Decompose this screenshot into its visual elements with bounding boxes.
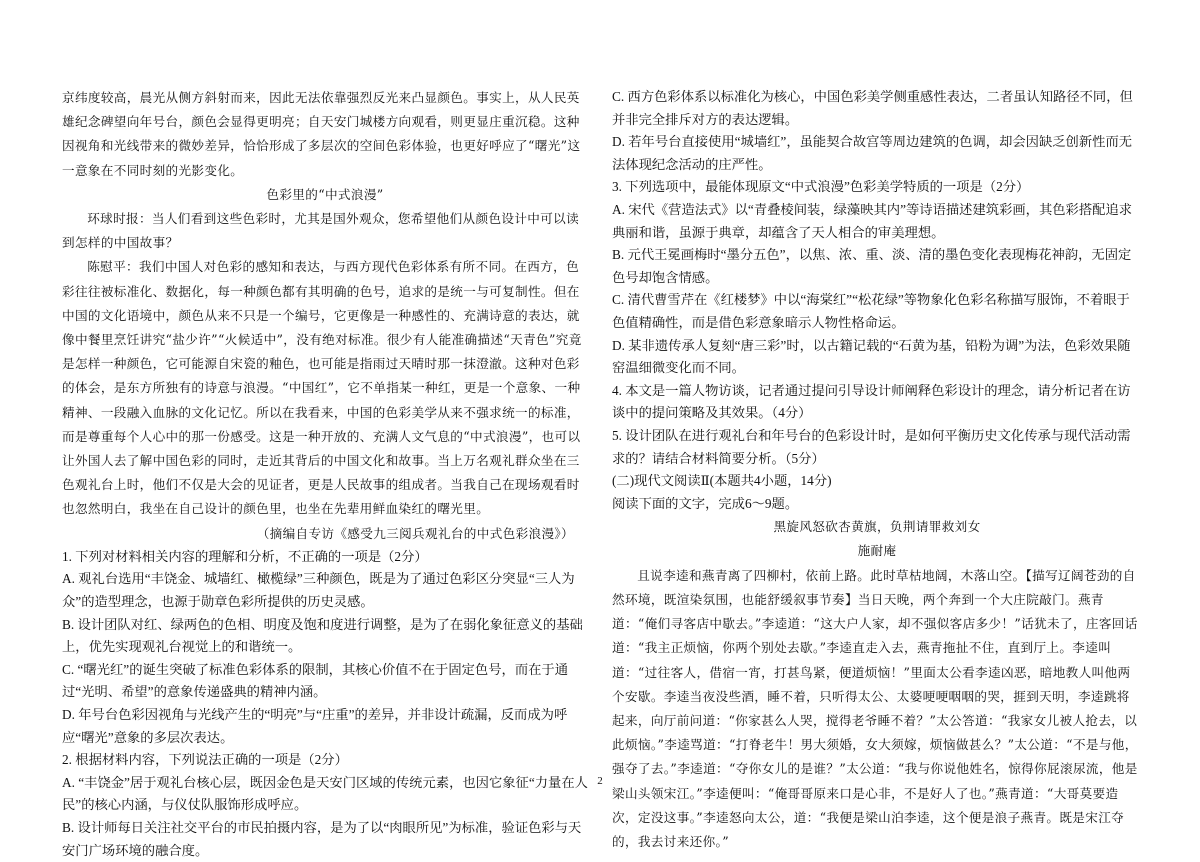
question-4: 4. 本文是一篇人物访谈，记者通过提问引导设计师阐释色彩设计的理念，请分析记者在访谈中的提问策略及其效果。（4分） [612, 382, 1131, 421]
question-3-option-b: B. 元代王冕画梅时“墨分五色”，以焦、浓、重、淡、清的墨色变化表现梅花神韵，无固定色号却饱含情感。 [612, 247, 1132, 285]
question-2-option-d: D. 若年号台直接使用“城墙红”，虽能契合故宫等周边建筑的色调，却会因缺乏创新性而无法体现纪念活动的庄严性。 [612, 134, 1133, 172]
left-column [62, 86, 588, 862]
question-2-option-b: B. 设计师每日关注社交平台的市民拍摄内容，是为了以“肉眼所见”为标准，验证色彩与天安门广场环境的融合度。 [62, 819, 582, 858]
question-1-option-c: C. “曙光红”的诞生突破了标准色彩体系的限制，其核心价值不在于固定色号，而在于通过“光明、希望”的意象传递盛典的精神内涵。 [62, 661, 569, 700]
interview-answer: 陈慰平：我们中国人对色彩的感知和表达，与西方现代色彩体系有所不同。在西方，色彩往往被标准化、数据化，每一种颜色都有其明确的色号，追求的是统一与可复制性。但在中国的文化语境中，颜色从来不只是一个编号，它更像是一种感性的、充满诗意的表达，就像中餐里烹饪讲究“盐少许”“火候适中”，没有绝对标准。很少有人能准确描述“天青色”究竟是怎样一种颜色，它可能源自宋瓷的釉色，也可能是指雨过天晴时那一抹澄澈。这种对色彩的体会，是东方所独有的诗意与浪漫。“中国红”，它不单指某一种红，更是一个意象、一种精神、一段融入血脉的文化记忆。所以在我看来，中国的色彩美学从来不强求统一的标准，而是尊重每个人心中的那一份感受。这是一种开放的、充满人文气息的“中式浪漫”，也可以让外国人去了解中国色彩的同时，走近其背后的中国文化和故事。当上万名观礼群众坐在三色观礼台上时，他们不仅是大会的见证者，更是人民故事的组成者。当我自己在现场观看时也忽然明白，我坐在自己设计的颜色里，也坐在先辈用鲜血染红的曙光里。 [62, 259, 582, 517]
question-5: 5. 设计团队在进行观礼台和年号台的色彩设计时，是如何平衡历史文化传承与现代活动需求的？请结合材料简要分析。（5分） [612, 427, 1131, 466]
question-2-option-c: C. 西方色彩体系以标准化为核心，中国色彩美学侧重感性表达，二者虽认知路径不同，但并非完全排斥对方的表达逻辑。 [612, 89, 1133, 127]
question-2-option-a: A. “丰饶金”居于观礼台核心层，既因金色是天安门区域的传统元素，也因它象征“力量在人民”的核心内涵，与仪仗队服饰形成呼应。 [62, 774, 588, 813]
question-2-stem: 2. 根据材料内容，下列说法正确的一项是（2分） [62, 752, 348, 768]
question-3-stem: 3. 下列选项中，最能体现原文“中式浪漫”色彩美学特质的一项是（2分） [612, 179, 1030, 195]
question-3-option-d: D. 某非遗传承人复刻“唐三彩”时，以古籍记载的“石黄为基，铅粉为调”为法，色彩效果随窑温细微变化而不同。 [612, 337, 1131, 376]
story-title: 黑旋风怒砍杏黄旗，负荆请罪救刘女 [773, 519, 981, 535]
right-column [612, 86, 1142, 854]
section-2-instruction: 阅读下面的文字，完成6～9题。 [612, 495, 799, 511]
section-title: 色彩里的“中式浪漫” [266, 186, 384, 202]
question-3-option-c: C. 清代曹雪芹在《红楼梦》中以“海棠红”“松花绿”等物象化色彩名称描写服饰，不着眼于色值精确性，而是借色彩意象暗示人物性格命运。 [612, 292, 1130, 330]
story-author: 施耐庵 [857, 543, 897, 559]
question-1-option-d: D. 年号台色彩因视角与光线产生的“明亮”与“庄重”的差异，并非设计疏漏，反而成为呼应“曙光”意象的多层次表达。 [62, 707, 568, 745]
interview-question: 环球时报：当人们看到这些色彩时，尤其是国外观众，您希望他们从颜色设计中可以读到怎样的中国故事？ [62, 211, 580, 251]
intro-paragraph: 京纬度较高，晨光从侧方斜射而来，因此无法依靠强烈反光来凸显颜色。事实上，从人民英雄纪念碑望向年号台，颜色会显得更明亮；自天安门城楼方向观看，则更显庄重沉稳。这种因视角和光线带来的微妙差异，恰恰形成了多层次的空间色彩体验，也更好呼应了“曙光”这一意象在不同时刻的光影变化。 [62, 90, 581, 178]
question-1-option-b: B. 设计团队对红、绿两色的色相、明度及饱和度进行调整，是为了在弱化象征意义的基础上，优先实现观礼台视觉上的和谐统一。 [62, 616, 583, 655]
source-citation: （摘编自专访《感受九三阅兵观礼台的中式色彩浪漫》） [256, 525, 574, 541]
question-1-option-a: A. 观礼台选用“丰饶金、城墙红、橄榄绿”三种颜色，既是为了通过色彩区分突显“三人为众”的造型理念，也源于勋章色彩所提供的历史灵感。 [62, 571, 575, 610]
story-paragraph: 且说李逵和燕青离了四柳村，依前上路。此时草枯地阔，木落山空。【描写辽阔苍劲的自然环境，既渲染氛围，也能舒缓叙事节奏】当日天晚，两个奔到一个大庄院敲门。燕青道：“俺们寻客店中歇去。”李逵道：“这大户人家，却不强似客店多少！”话犹未了，庄客回话道：“我主正烦恼，你两个别处去歇。”李逵直走入去，燕青拖扯不住，直到厅上。李逵叫道：“过往客人，借宿一宵，打甚鸟紧，便道烦恼！”里面太公看李逵凶恶，暗地教人叫他两个安歇。李逵当夜没些酒，睡不着，只听得太公、太婆哽哽咽咽的哭，捱到天明，李逵跳将起来，向厅前问道：“你家甚么人哭，搅得老爷睡不着？”太公答道：“我家女儿被人抢去，以此烦恼。”李逵骂道：“打脊老牛！男大须婚，女大须嫁，烦恼做甚么？”太公道：“不是与他，强夺了去。”李逵道：“夺你女儿的是谁？”太公道：“我与你说他姓名，惊得你屁滚尿流，他是梁山头领宋江。”李逵便叫：“俺哥哥原来口是心非，不是好人了也。”燕青道：“大哥莫要造次，定没这事。”李逵怒向太公，道：“我便是梁山泊李逵，这个便是浪子燕青。既是宋江夺的，我去讨来还你。” [612, 567, 1138, 849]
section-2-header: (二)现代文阅读Ⅱ(本题共4小题，14分) [612, 473, 832, 489]
question-1-stem: 1. 下列对材料相关内容的理解和分析，不正确的一项是（2分） [62, 548, 428, 564]
question-3-option-a: A. 宋代《营造法式》以“青叠棱间装，绿藻映其内”等诗语描述建筑彩画，其色彩搭配追求典丽和谐，虽源于典章，却蕴含了天人相合的审美理想。 [612, 201, 1133, 240]
page-number: 2 [597, 775, 603, 787]
